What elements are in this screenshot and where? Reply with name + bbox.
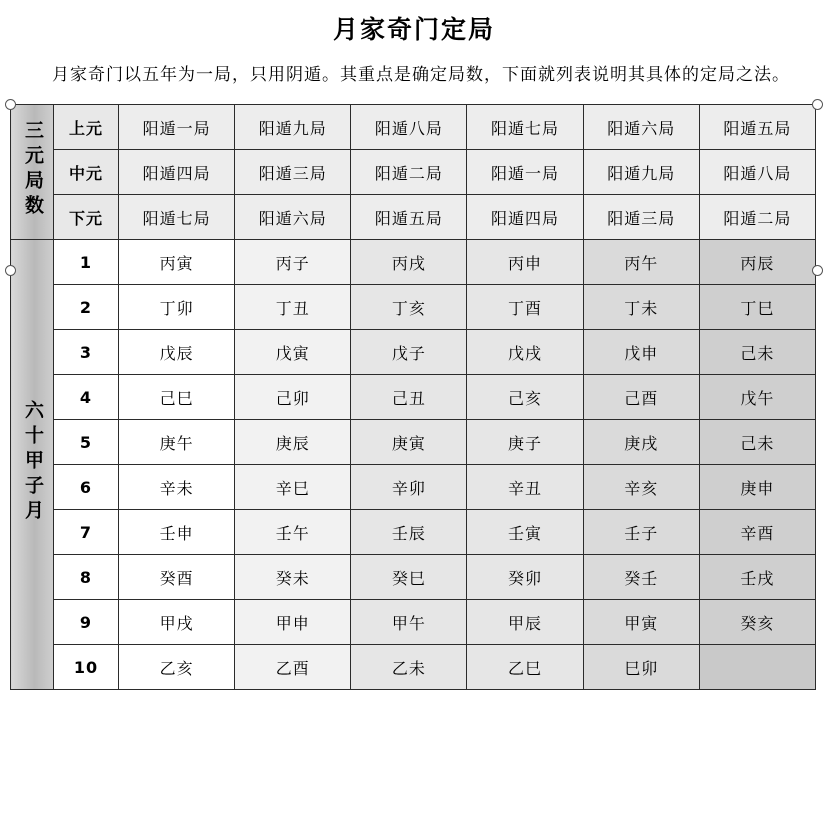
table-cell: 己卯	[235, 375, 351, 420]
table-cell: 甲寅	[583, 600, 699, 645]
table-row	[11, 105, 816, 150]
table-cell: 壬申	[119, 510, 235, 555]
row-number: 7	[54, 510, 119, 555]
table-cell: 癸亥	[699, 600, 815, 645]
table-cell: 戊寅	[235, 330, 351, 375]
table-cell: 阳遁三局	[235, 150, 351, 195]
table-cell: 丙戌	[351, 240, 467, 285]
table-cell: 乙亥	[119, 645, 235, 690]
table-cell: 壬寅	[467, 510, 583, 555]
table-cell: 丙寅	[119, 240, 235, 285]
table-cell: 辛巳	[235, 465, 351, 510]
table-cell: 阳遁五局	[699, 105, 815, 150]
table-cell: 丙申	[467, 240, 583, 285]
row-number: 1	[54, 240, 119, 285]
corner-marker-mid-right	[812, 265, 823, 276]
table-cell: 癸酉	[119, 555, 235, 600]
table-cell: 丁酉	[467, 285, 583, 330]
row-number: 9	[54, 600, 119, 645]
table-row	[11, 645, 816, 690]
table-cell: 乙酉	[235, 645, 351, 690]
table-cell: 辛丑	[467, 465, 583, 510]
document-page	[0, 10, 828, 829]
table-cell: 丁亥	[351, 285, 467, 330]
table-cell: 丁巳	[699, 285, 815, 330]
table-cell: 丙子	[235, 240, 351, 285]
table-cell: 辛亥	[583, 465, 699, 510]
section-label-upper: 三元局数	[11, 105, 54, 240]
table-cell: 阳遁一局	[467, 150, 583, 195]
yuan-label-zhongyuan: 中元	[54, 150, 119, 195]
qimen-table	[10, 104, 816, 690]
table-cell: 阳遁七局	[467, 105, 583, 150]
table-cell: 己亥	[467, 375, 583, 420]
row-number: 4	[54, 375, 119, 420]
table-cell: 阳遁八局	[699, 150, 815, 195]
table-row	[11, 150, 816, 195]
table-cell: 戊戌	[467, 330, 583, 375]
table-cell: 甲申	[235, 600, 351, 645]
table-cell: 阳遁七局	[119, 195, 235, 240]
row-number: 2	[54, 285, 119, 330]
table-cell: 阳遁六局	[235, 195, 351, 240]
table-cell: 戊辰	[119, 330, 235, 375]
section-label-lower: 六十甲子月	[11, 240, 54, 690]
table-cell: 己酉	[583, 375, 699, 420]
table-cell: 阳遁六局	[583, 105, 699, 150]
table-cell: 丁丑	[235, 285, 351, 330]
table-cell: 癸巳	[351, 555, 467, 600]
intro-paragraph: 月家奇门以五年为一局，只用阴遁。其重点是确定局数，下面就列表说明其具体的定局之法。	[52, 65, 790, 85]
table-cell: 阳遁五局	[351, 195, 467, 240]
table-row	[11, 240, 816, 285]
table-row	[11, 285, 816, 330]
table-cell: 辛酉	[699, 510, 815, 555]
table-cell: 阳遁八局	[351, 105, 467, 150]
table-cell: 癸未	[235, 555, 351, 600]
table-cell: 壬子	[583, 510, 699, 555]
table-cell: 阳遁四局	[467, 195, 583, 240]
row-number: 3	[54, 330, 119, 375]
table-row	[11, 555, 816, 600]
table-cell: 阳遁三局	[583, 195, 699, 240]
table-cell: 阳遁一局	[119, 105, 235, 150]
table-cell: 阳遁二局	[699, 195, 815, 240]
corner-marker-top-left	[5, 99, 16, 110]
table-cell: 己未	[699, 330, 815, 375]
table-container	[10, 104, 818, 690]
table-row	[11, 195, 816, 240]
table-cell: 丙午	[583, 240, 699, 285]
table-cell: 阳遁九局	[235, 105, 351, 150]
table-cell: 辛卯	[351, 465, 467, 510]
table-cell: 乙巳	[467, 645, 583, 690]
table-row	[11, 375, 816, 420]
table-cell: 庚午	[119, 420, 235, 465]
table-cell: 戊申	[583, 330, 699, 375]
table-cell: 甲戌	[119, 600, 235, 645]
table-cell: 癸卯	[467, 555, 583, 600]
corner-marker-top-right	[812, 99, 823, 110]
table-cell: 庚寅	[351, 420, 467, 465]
table-cell: 己丑	[351, 375, 467, 420]
table-cell: 丁未	[583, 285, 699, 330]
table-row	[11, 420, 816, 465]
yuan-label-xiayuan: 下元	[54, 195, 119, 240]
table-row	[11, 510, 816, 555]
table-cell: 壬辰	[351, 510, 467, 555]
table-cell: 巳卯	[583, 645, 699, 690]
table-cell: 甲辰	[467, 600, 583, 645]
table-cell: 丙辰	[699, 240, 815, 285]
table-cell: 戊子	[351, 330, 467, 375]
table-cell: 己未	[699, 420, 815, 465]
row-number: 10	[54, 645, 119, 690]
table-cell: 癸壬	[583, 555, 699, 600]
table-cell: 辛未	[119, 465, 235, 510]
table-cell: 己巳	[119, 375, 235, 420]
table-cell-empty	[699, 645, 815, 690]
table-cell: 庚辰	[235, 420, 351, 465]
table-cell: 阳遁四局	[119, 150, 235, 195]
table-cell: 丁卯	[119, 285, 235, 330]
row-number: 6	[54, 465, 119, 510]
table-cell: 壬午	[235, 510, 351, 555]
table-cell: 阳遁二局	[351, 150, 467, 195]
table-row	[11, 330, 816, 375]
table-cell: 庚申	[699, 465, 815, 510]
table-row	[11, 600, 816, 645]
row-number: 8	[54, 555, 119, 600]
table-cell: 庚子	[467, 420, 583, 465]
yuan-label-shangyuan: 上元	[54, 105, 119, 150]
row-number: 5	[54, 420, 119, 465]
corner-marker-mid-left	[5, 265, 16, 276]
page-title: 月家奇门定局	[332, 15, 495, 44]
table-cell: 戊午	[699, 375, 815, 420]
table-cell: 乙未	[351, 645, 467, 690]
table-cell: 甲午	[351, 600, 467, 645]
table-cell: 壬戌	[699, 555, 815, 600]
table-row	[11, 465, 816, 510]
table-cell: 庚戌	[583, 420, 699, 465]
table-cell: 阳遁九局	[583, 150, 699, 195]
